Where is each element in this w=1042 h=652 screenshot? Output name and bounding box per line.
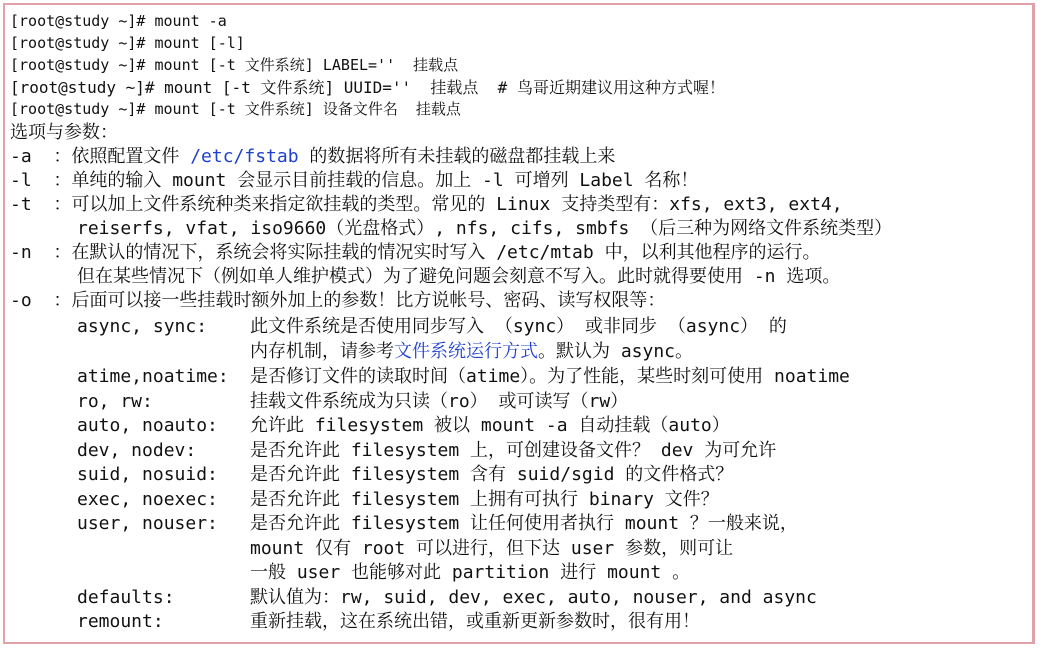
suboption-desc: 是否允许此 filesystem 让任何使用者执行 mount ？一般来说， bbox=[250, 513, 798, 534]
suboption-desc: 是否修订文件的读取时间（atime）。为了性能，某些时刻可使用 noatime bbox=[250, 366, 850, 387]
section-title: 选项与参数： bbox=[10, 122, 118, 143]
suboption-desc: 重新挂载，这在系统出错，或重新更新参数时，很有用！ bbox=[250, 611, 700, 632]
suboption-desc: 允许此 filesystem 被以 mount -a 自动挂载（auto） bbox=[250, 415, 730, 436]
suboption-desc: 是否允许此 filesystem 上，可创建设备文件？ dev 为可允许 bbox=[250, 440, 777, 461]
suboption-name: suid, nosuid: bbox=[77, 464, 218, 485]
option-flag: -o ： bbox=[10, 290, 72, 311]
suboption-desc bbox=[250, 341, 693, 363]
option-n-continued: 但在某些情况下（例如单人维护模式）为了避免问题会刻意不写入。此时就得要使用 -n 选项。 bbox=[77, 266, 841, 287]
suboption-desc: 此文件系统是否使用同步写入 （sync） 或非同步 （async） 的 bbox=[250, 316, 787, 337]
option-text: 在默认的情况下，系统会将实际挂载的情况实时写入 /etc/mtab 中，以利其他程序的运行。 bbox=[71, 242, 821, 263]
option-flag: -n ： bbox=[10, 242, 72, 263]
option-text: 可以加上文件系统种类来指定欲挂载的类型。常见的 Linux 支持类型有：xfs, ext3, ext4, bbox=[71, 194, 843, 215]
suboption-desc: 是否允许此 filesystem 上拥有可执行 binary 文件？ bbox=[250, 489, 719, 510]
option-t-continued: reiserfs, vfat, iso9660（光盘格式）, nfs, cifs, smbfs （后三种为网络文件系统类型） bbox=[77, 218, 893, 239]
suboption-name: defaults: bbox=[77, 587, 175, 608]
suboption-desc: 挂载文件系统成为只读（ro） 或可读写（rw） bbox=[250, 391, 629, 412]
suboption-name: user, nouser: bbox=[77, 513, 218, 534]
option-l bbox=[10, 170, 698, 192]
option-flag: -a ： bbox=[10, 146, 72, 167]
suboption-desc: 默认值为：rw, suid, dev, exec, auto, nouser, and async bbox=[250, 587, 817, 608]
command-line: [root@study ~]# mount -a bbox=[10, 12, 227, 30]
option-text: 依照配置文件 bbox=[71, 146, 191, 167]
suboption-name: exec, noexec: bbox=[77, 489, 218, 510]
filesystem-operation-link[interactable]: 文件系统运行方式 bbox=[394, 341, 538, 362]
command-line: [root@study ~]# mount [-t 文件系统] 设备文件名 挂载点 bbox=[10, 100, 461, 118]
option-n bbox=[10, 242, 821, 264]
option-text: 的数据将所有未挂载的磁盘都挂载上来 bbox=[298, 146, 616, 167]
option-text: 后面可以接一些挂载时额外加上的参数！比方说帐号、密码、读写权限等： bbox=[71, 290, 666, 311]
suboption-text: 内存机制，请参考 bbox=[250, 341, 394, 362]
option-flag: -l ： bbox=[10, 170, 72, 191]
suboption-name: ro, rw: bbox=[77, 391, 153, 412]
command-line: [root@study ~]# mount [-t 文件系统] LABEL='' 挂载点 bbox=[10, 56, 459, 74]
suboption-desc: 一般 user 也能够对此 partition 进行 mount 。 bbox=[250, 562, 691, 583]
suboption-name: remount: bbox=[77, 611, 164, 632]
suboption-name: async, sync: bbox=[77, 316, 208, 337]
command-line: [root@study ~]# mount [-l] bbox=[10, 34, 245, 52]
option-flag: -t ： bbox=[10, 194, 72, 215]
fstab-link[interactable]: /etc/fstab bbox=[190, 146, 299, 167]
option-t bbox=[10, 194, 843, 216]
suboption-name: auto, noauto: bbox=[77, 415, 218, 436]
suboption-text: 。默认为 async。 bbox=[538, 341, 694, 362]
suboption-desc: mount 仅有 root 可以进行，但下达 user 参数，则可让 bbox=[250, 538, 734, 559]
suboption-name: atime,noatime: bbox=[77, 366, 229, 387]
suboption-desc: 是否允许此 filesystem 含有 suid/sgid 的文件格式？ bbox=[250, 464, 734, 485]
command-line: [root@study ~]# mount [-t 文件系统] UUID='' 挂载点 # 鸟哥近期建议用这种方式喔！ bbox=[10, 78, 725, 97]
option-a bbox=[10, 146, 615, 168]
option-o bbox=[10, 290, 665, 312]
option-text: 单纯的输入 mount 会显示目前挂载的信息。加上 -l 可增列 Label 名称！ bbox=[71, 170, 699, 191]
suboption-name: dev, nodev: bbox=[77, 440, 197, 461]
